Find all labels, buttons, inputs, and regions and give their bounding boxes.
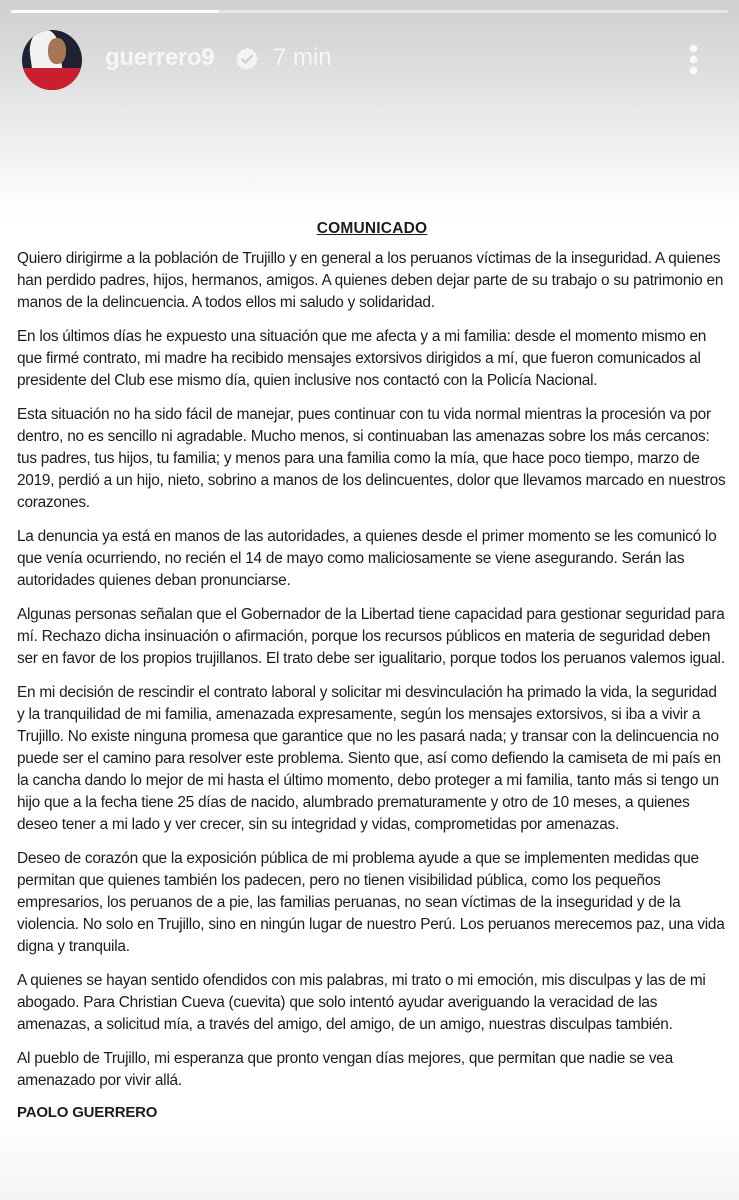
paragraph: La denuncia ya está en manos de las autoridades, a quienes desde el primer momento se les comunicó lo que venía ocurriendo, no recién el 14 de mayo como maliciosamente se viene asegurando. Serán las autoridades quienes deban pronunciarse. [17,528,717,589]
more-vertical-icon-dot [690,56,697,63]
paragraph: Algunas personas señalan que el Gobernador de la Libertad tiene capacidad para gestionar seguridad para mí. Rechazo dicha insinuación o afirmación, porque los recursos públicos en materia de seguridad deben ser en favor de los propios trujillanos. El trato debe ser igualitario, porque todos los peruanos valemos igual. [17,606,725,667]
paragraph: En mi decisión de rescindir el contrato laboral y solicitar mi desvinculación ha primado la vida, la seguridad y la tranquilidad de mi familia, amenazada expresamente, según los mensajes extorsivos, si iba a vivir a Trujillo. No existe ninguna promesa que garantice que no les pasará nada; y transar con la delincuencia no puede ser el camino para resolver este problema. Siento que, así como defiendo la camiseta de mi país en la cancha dando lo mejor de mi hasta el último momento, debo proteger a mi familia, tanto más si tengo un hijo que a la fecha tiene 25 días de nacido, alumbrado prematuramente y otro de 10 meses, a quienes deseo tener a mi lado y ver crecer, sin su integridad y vidas, comprometidas por amenazas. [17,684,721,833]
more-vertical-icon-dot [690,45,697,52]
story-progress-bar [11,10,728,13]
document-title: COMUNICADO [316,220,428,237]
more-options-button[interactable] [684,42,702,78]
username[interactable]: guerrero9 [105,44,215,71]
story-timestamp: 7 min [273,44,332,71]
paragraph: Esta situación no ha sido fácil de manejar, pues continuar con tu vida normal mientras la procesión va por dentro, no es sencillo ni agradable. Mucho menos, si continuaban las amenazas sobre los más cercanos: tus padres, tus hijos, tu familia; y menos para una familia como la mía, que hace poco tiempo, marzo de 2019, perdió a un hijo, nieto, sobrino a manos de los delincuentes, dolor que llevamos marcado en nuestros corazones. [17,406,726,511]
statement-document [17,220,727,1121]
avatar-flag-shape [22,68,82,90]
story-progress-fill [11,10,219,13]
signature: PAOLO GUERRERO [17,1104,158,1121]
verified-badge-icon [234,46,260,72]
paragraph: Quiero dirigirme a la población de Trujillo y en general a los peruanos víctimas de la inseguridad. A quienes han perdido padres, hijos, hermanos, amigos. A quienes deben dejar parte de su trabajo o su patrimonio en manos de la delincuencia. A todos ellos mi saludo y solidaridad. [17,250,724,311]
paragraph: En los últimos días he expuesto una situación que me afecta y a mi familia: desde el momento mismo en que firmé contrato, mi madre ha recibido mensajes extorsivos dirigidos a mí, que fueron comunicados al presidente del Club ese mismo día, quien inclusive nos contactó con la Policía Nacional. [17,328,707,389]
paragraph: Deseo de corazón que la exposición pública de mi problema ayude a que se implementen medidas que permitan que quienes también los padecen, pero no tienen visibilidad pública, como los pequeños empresarios, los peruanos de a pie, las familias peruanas, no sean víctimas de la inseguridad y de la violencia. No solo en Trujillo, sino en ningún lugar de nuestro Perú. Los peruanos merecemos paz, una vida digna y tranquila. [17,850,725,955]
avatar-face-shape [48,38,66,64]
more-vertical-icon-dot [690,67,697,74]
paragraph: Al pueblo de Trujillo, mi esperanza que pronto vengan días mejores, que permitan que nadie se vea amenazado por vivir allá. [17,1050,673,1089]
story-header [0,28,739,92]
paragraph: A quienes se hayan sentido ofendidos con mis palabras, mi trato o mi emoción, mis disculpas y las de mi abogado. Para Christian Cueva (cuevita) que solo intentó ayudar averiguando la veracidad de las amenazas, a solicitud mía, a través del amigo, del amigo, de un amigo, nuestras disculpas también. [17,972,706,1033]
avatar[interactable] [22,30,82,90]
